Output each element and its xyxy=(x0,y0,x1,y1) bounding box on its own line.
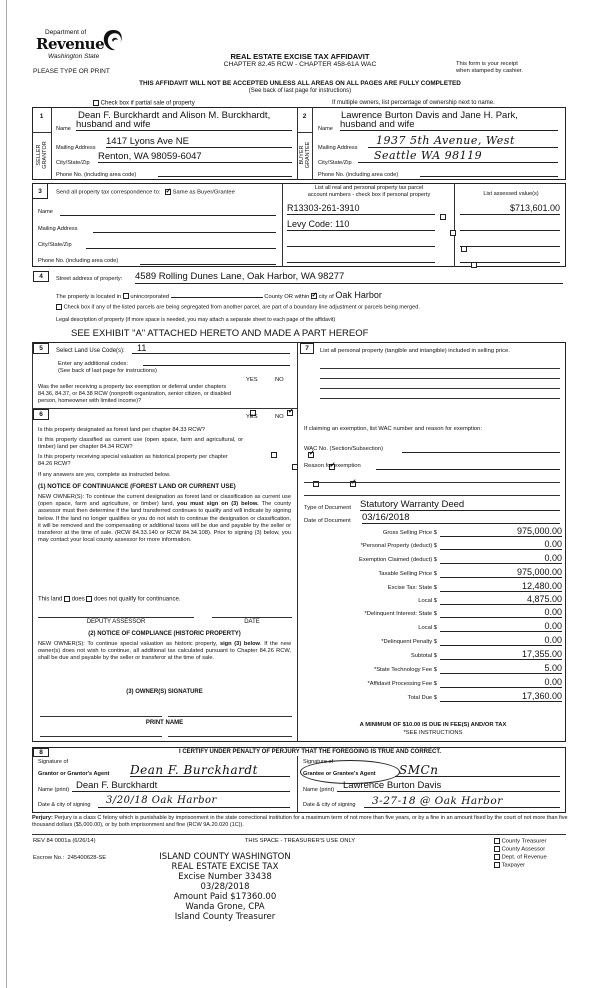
stamp-treasurer-name: Wanda Grone, CPA xyxy=(185,902,265,912)
seller-side-label-cell xyxy=(32,133,52,180)
corr-phone-label: Phone No. (including area code) xyxy=(38,258,119,264)
legal-description-field[interactable]: SEE EXHIBIT "A" ATTACHED HERETO AND MADE A PART HEREOF xyxy=(71,328,369,339)
personal-property-line[interactable] xyxy=(320,388,560,389)
form-title: REAL ESTATE EXCISE TAX AFFIDAVIT xyxy=(230,52,370,61)
seller-phone-label: Phone No. (including area code) xyxy=(56,172,137,178)
doc-type-field[interactable]: Statutory Warranty Deed xyxy=(360,499,560,511)
doc-date-label: Date of Document xyxy=(304,518,351,524)
section-6-divider xyxy=(32,408,297,409)
wac-field[interactable] xyxy=(402,446,560,453)
receipt-note-1: This form is your receipt xyxy=(456,61,518,67)
form-number: REV 84 0001a (6/26/14) xyxy=(33,838,96,844)
copy-county-treasurer: County Treasurer xyxy=(494,838,547,846)
owner-signature-line-1[interactable] xyxy=(40,716,162,717)
grantor-signature-field[interactable]: Dean F. Burckhardt xyxy=(130,763,290,777)
stamp-excise-number: Excise Number 33438 xyxy=(178,872,272,882)
buyer-phone-label: Phone No. (including area code) xyxy=(318,172,399,178)
completion-warning: THIS AFFIDAVIT WILL NOT BE ACCEPTED UNLESS ALL AREAS ON ALL PAGES ARE FULLY COMPLETED xyxy=(139,80,461,87)
grantee-signature-label-1: Signature of xyxy=(303,759,334,765)
grantee-name-field[interactable]: Lawrence Burton Davis xyxy=(337,780,560,792)
personal-property-line[interactable] xyxy=(320,378,560,379)
dor-logo xyxy=(35,28,135,68)
location-row xyxy=(56,290,382,300)
section-2-number-cell xyxy=(297,107,313,133)
grantee-signature-label-2: Grantee or Grantee's Agent xyxy=(303,771,376,777)
street-address-label: Street address of property: xyxy=(56,276,123,282)
exemption-no-checkbox[interactable] xyxy=(287,410,293,416)
buyer-city-label: City/State/Zip xyxy=(318,160,352,166)
exemption-reason-field[interactable] xyxy=(376,463,560,470)
grantor-signature-label-1: Signature of xyxy=(38,759,69,765)
unincorporated-label: unincorporated xyxy=(130,294,170,300)
buyer-city-field[interactable]: Seattle WA 98119 xyxy=(358,149,558,163)
if-yes-note: If any answers are yes, complete as instructed below. xyxy=(38,472,171,478)
personal-property-checkbox[interactable] xyxy=(450,230,456,236)
fee-row-gross-selling-price: Gross Selling Price $ 975,000.00 xyxy=(382,526,562,536)
fee-row-delinquent-interest-state: *Delinquent Interest: State $ 0.00 xyxy=(364,607,562,617)
city-of-label: city of xyxy=(318,294,334,300)
county-field[interactable] xyxy=(171,292,263,298)
buyer-side-label-cell xyxy=(297,133,313,180)
owner-signature-line-2[interactable] xyxy=(168,716,292,717)
section-1-number-cell xyxy=(32,107,52,133)
seller-address-field[interactable]: 1417 Lyons Ave NE xyxy=(106,136,292,148)
footer-divider xyxy=(32,834,566,835)
qualifies-checkbox[interactable] xyxy=(64,596,70,602)
grantee-date-city-field[interactable]: 3-27-18 @ Oak Harbor xyxy=(364,795,560,808)
section-7-number: 7 xyxy=(300,343,314,354)
assessor-date-line[interactable] xyxy=(212,617,292,618)
segregated-checkbox[interactable] xyxy=(56,304,62,310)
seller-name-line2[interactable]: husband and wife xyxy=(76,119,292,131)
seller-name-line1: Dean F. Burckhardt and Alison M. Burckhardt, xyxy=(78,110,271,121)
land-use-code-label: Select Land Use Code(s): xyxy=(56,348,125,354)
city-of-field[interactable]: Oak Harbor xyxy=(335,290,382,300)
doc-type-label: Type of Document xyxy=(304,505,352,511)
owner-signature-title: (3) OWNER(S) SIGNATURE xyxy=(126,689,203,695)
exemption-reason-label: Reason for exemption xyxy=(304,463,361,469)
copy-dept-revenue: Dept. of Revenue xyxy=(494,854,547,862)
assessed-value-field[interactable]: $713,601.00 xyxy=(460,203,560,215)
parcel-account-field[interactable] xyxy=(287,235,435,247)
receipt-note-2: when stamped by cashier. xyxy=(456,68,524,74)
assessed-header: List assessed value(s) xyxy=(483,191,539,197)
copy-taxpayer: Taxpayer xyxy=(494,862,547,870)
grantor-name-label: Name (print) xyxy=(38,787,70,793)
fee-row-subtotal: Subtotal $ 17,355.00 xyxy=(410,649,562,659)
logo-revenue-text: Revenue xyxy=(36,35,105,53)
stamp-amount-paid: Amount Paid $17360.00 xyxy=(173,892,277,902)
instructions-note: (See back of last page for instructions) xyxy=(248,88,352,94)
treasurer-use-label: THIS SPACE - TREASURER'S USE ONLY xyxy=(244,838,356,844)
escrow-number: 245400628-SE xyxy=(67,855,107,861)
corr-address-field[interactable] xyxy=(93,225,276,233)
grantee-date-label: Date & city of signing xyxy=(303,802,356,808)
grantor-name-field[interactable]: Dean F. Burckhardt xyxy=(72,780,290,792)
print-name-line-1[interactable] xyxy=(40,736,162,737)
additional-codes-note: (See back of last page for instructions) xyxy=(58,368,157,374)
treasurer-stamp xyxy=(140,852,310,922)
exemption-reason-line-2[interactable] xyxy=(304,482,560,483)
section-4-number: 4 xyxy=(33,271,49,282)
notice-compliance-text: NEW OWNER(S): To continue special valuation as historic property, sign (3) below. If the new owner(s) does not wish to continue, all additional tax calculated pursuant to Chapter 84.26 RCW, shall be due and payable by the seller or transferor at the time of sale. xyxy=(38,641,291,662)
deputy-assessor-signature-line[interactable] xyxy=(38,617,194,618)
copy-distribution-list xyxy=(494,838,547,870)
legal-description-label: Legal description of property (if more space is needed, you may attach a separate sheet to each page of the affidavit) xyxy=(56,317,336,323)
fee-row-excise-state: Excise Tax: State $ 12,480.00 xyxy=(387,581,562,591)
stamp-tax-type: REAL ESTATE EXCISE TAX xyxy=(171,862,279,872)
same-as-buyer-label: Same as Buyer/Grantee xyxy=(172,189,235,196)
personal-property-checkbox[interactable] xyxy=(440,214,446,220)
scan-edge xyxy=(6,0,7,988)
fee-row-state-technology-fee: *State Technology Fee $ 5.00 xyxy=(373,663,562,673)
section-6-number: 6 xyxy=(33,409,49,420)
corr-name-field[interactable] xyxy=(60,208,276,216)
notice-continuance-text: NEW OWNER(S): To continue the current designation as forest land or classification as current use (open space, farm and agriculture, or timber) land, you must sign on (3) below. The county assessor must then determine if the land transferred continues to qualify and will indicate by signing below. If the land no longer qualifies or you do not wish to continue the designation or classification, it will be removed and the compensating or additional taxes will be due and payable by the seller or transferor at the time of sale. (RCW 84.33.140 or RCW 84.34.108). Prior to signing (3) below, you may contact your local county assessor for more information. xyxy=(38,494,291,544)
parcel-account-field[interactable] xyxy=(287,251,435,263)
multiple-owners-note: If multiple owners, list percentage of ownership next to name. xyxy=(332,100,495,106)
segregated-row xyxy=(56,304,420,310)
section-3-number: 3 xyxy=(32,183,48,199)
section-1-number: 1 xyxy=(39,113,44,120)
grantor-signature-label-2: Grantor or Grantor's Agent xyxy=(38,771,110,777)
correspondence-divider xyxy=(282,183,283,267)
grantor-date-city-field[interactable]: 3/20/18 Oak Harbor xyxy=(98,795,290,808)
personal-property-line[interactable] xyxy=(320,398,560,399)
parcel-header: List all real and personal property tax parcel account numbers - check box if personal property xyxy=(307,185,431,198)
doc-date-field[interactable]: 03/16/2018 xyxy=(362,512,560,524)
fee-row-personal-property: *Personal Property (deduct) $ 0.00 xyxy=(360,539,562,549)
seller-phone-field[interactable] xyxy=(158,168,292,177)
corr-city-field[interactable] xyxy=(86,241,276,249)
no-header: NO xyxy=(275,414,284,420)
parcel-account-field[interactable]: R13303-261-3910 xyxy=(287,203,435,215)
corr-phone-field[interactable] xyxy=(140,257,276,265)
seller-city-label: City/State/Zip xyxy=(56,160,90,166)
current-use-question: Is this property classified as current use (open space, farm and agricultural, or timber) land per chapter 84.34 RCW? xyxy=(38,437,243,451)
stamp-date: 03/28/2018 xyxy=(200,882,250,892)
fee-row-taxable-selling-price: Taxable Selling Price $ 975,000.00 xyxy=(378,567,562,577)
exemption-claim-label: If claiming an exemption, list WAC number and reason for exemption: xyxy=(304,426,482,432)
personal-property-label: List all personal property (tangible and intangible) included in selling price. xyxy=(320,348,510,354)
fee-row-exemption-claimed: Exemption Claimed (deduct) $ 0.00 xyxy=(359,553,562,563)
escrow-row xyxy=(33,855,106,861)
assessed-value-field[interactable] xyxy=(460,235,560,247)
type-or-print-note: PLEASE TYPE OR PRINT xyxy=(33,68,110,75)
buyer-name-label: Name xyxy=(318,126,333,132)
city-checkbox[interactable] xyxy=(311,293,317,299)
form-subtitle: CHAPTER 82.45 RCW - CHAPTER 458-61A WAC xyxy=(223,61,377,68)
section-2-number: 2 xyxy=(302,113,307,120)
stamp-treasurer-title: Island County Treasurer xyxy=(174,912,276,922)
no-header: NO xyxy=(275,377,284,383)
assessor-date-label: DATE xyxy=(244,619,260,625)
seller-address-label: Mailing Address xyxy=(56,145,96,151)
exemption-question: Was the seller receiving a property tax exemption or deferral under chapters 84.36, 84.37, or 84.38 RCW (nonprofit organization, senior citizen, or disabled person, homeowner with limited income)? xyxy=(38,384,232,404)
segregated-label: Check box if any of the listed parcels are being segregated from another parcel, are part of a boundary line adjustment or parcels being merged. xyxy=(63,304,420,311)
minimum-due-note: A MINIMUM OF $10.00 IS DUE IN FEE(S) AND/OR TAX xyxy=(359,722,507,728)
yes-header: YES xyxy=(246,414,258,420)
send-correspondence-row xyxy=(56,189,235,196)
grantee-name-label: Name (print) xyxy=(303,787,335,793)
same-as-buyer-checkbox[interactable] xyxy=(165,189,171,195)
current-use-yes-checkbox[interactable] xyxy=(292,464,298,470)
stamp-county: ISLAND COUNTY WASHINGTON xyxy=(159,852,291,862)
fee-row-excise-local: Local $ 4,875.00 xyxy=(418,594,562,604)
print-name-label: PRINT NAME xyxy=(145,720,184,726)
buyer-name-line2[interactable]: husband and wife xyxy=(340,119,558,131)
buyer-address-field[interactable]: 1937 5th Avenue, West xyxy=(368,134,558,148)
logo-state-text: Washington State xyxy=(48,53,100,60)
perjury-certification: I CERTIFY UNDER PENALTY OF PERJURY THAT THE FOREGOING IS TRUE AND CORRECT. xyxy=(178,749,442,755)
corr-name-label: Name xyxy=(38,209,53,215)
exemption-reason-line-3[interactable] xyxy=(304,495,560,496)
fee-row-delinquent-penalty: *Delinquent Penalty $ 0.00 xyxy=(381,635,562,645)
dor-swirl-icon xyxy=(101,28,125,52)
additional-codes-label: Enter any additional codes: xyxy=(58,361,128,367)
buyer-side-label: BUYER GRANTEE xyxy=(299,141,311,169)
unincorporated-checkbox[interactable] xyxy=(123,293,129,299)
print-name-line-2[interactable] xyxy=(168,736,292,737)
county-or-within-label: County OR within xyxy=(264,294,310,300)
section-8-number: 8 xyxy=(33,748,49,757)
partial-sale-checkbox[interactable] xyxy=(93,100,99,106)
grantor-date-label: Date & city of signing xyxy=(38,802,91,808)
notice-continuance-title: (1) NOTICE OF CONTINUANCE (FOREST LAND OR CURRENT USE) xyxy=(38,483,236,490)
buyer-address-label: Mailing Address xyxy=(318,145,358,151)
located-label: The property is located in xyxy=(56,294,122,300)
seller-side-label: SELLER GRANTOR xyxy=(36,141,48,169)
logo-department-text: Department of xyxy=(45,29,87,36)
partial-sale-label: Check box if partial sale of property xyxy=(100,100,195,107)
escrow-label: Escrow No.: xyxy=(33,855,65,861)
wac-label: WAC No. (Section/Subsection) xyxy=(304,446,384,452)
land-use-code-field[interactable]: 11 xyxy=(132,343,290,354)
seller-city-field[interactable]: Renton, WA 98059-6047 xyxy=(98,151,292,163)
deputy-assessor-label: DEPUTY ASSESSOR xyxy=(86,619,146,625)
send-correspondence-label: Send all property tax correspondence to: xyxy=(56,189,161,196)
certification-divider xyxy=(297,756,298,813)
does-not-qualify-checkbox[interactable] xyxy=(86,596,92,602)
personal-property-line[interactable] xyxy=(320,368,560,369)
parcel-account-field[interactable]: Levy Code: 110 xyxy=(287,219,435,231)
continuance-qualify-row: This land does does not qualify for continuance. xyxy=(38,596,181,603)
partial-sale-checkbox-row xyxy=(93,100,195,107)
property-street-field[interactable]: 4589 Rolling Dunes Lane, Oak Harbor, WA 98277 xyxy=(135,271,563,284)
forest-land-question: Is this property designated as forest land per chapter 84.33 RCW? xyxy=(38,427,205,433)
historical-question: Is this property receiving special valuation as historical property per chapter 84.26 RCW? xyxy=(38,454,228,468)
section-5-number: 5 xyxy=(33,343,49,354)
grantee-signature-field[interactable]: SMCn xyxy=(395,763,560,777)
copy-county-assessor: County Assessor xyxy=(494,846,547,854)
perjury-warning: Perjury: Perjury is a class C felony which is punishable by imprisonment in the state correctional institution for a maximum term of not more than five years, or by a fine in an amount fixed by the court of not more than five thousand dollars ($5,000.00), or by both imprisonment and fine (RCW 9A.20.020 (1C)). xyxy=(32,815,568,828)
seller-name-label: Name xyxy=(56,126,71,132)
fee-row-affidavit-processing-fee: *Affidavit Processing Fee $ 0.00 xyxy=(367,677,562,687)
additional-codes-field[interactable] xyxy=(143,359,290,366)
notice-compliance-title: (2) NOTICE OF COMPLIANCE (HISTORIC PROPERTY) xyxy=(88,631,241,637)
see-instructions-note: *SEE INSTRUCTIONS xyxy=(403,730,463,736)
assessed-value-field[interactable] xyxy=(460,219,560,231)
fee-row-total-due: Total Due $ 17,360.00 xyxy=(407,691,562,701)
corr-city-label: City/State/Zip xyxy=(38,242,72,248)
yes-header: YES xyxy=(246,377,258,383)
forest-no-checkbox[interactable] xyxy=(308,452,314,458)
fee-row-delinquent-interest-local: Local $ 0.00 xyxy=(418,621,562,631)
assessed-value-field[interactable] xyxy=(460,251,560,263)
buyer-name-line1: Lawrence Burton Davis and Jane H. Park, xyxy=(341,110,518,121)
assessed-divider xyxy=(454,183,455,267)
corr-address-label: Mailing Address xyxy=(38,226,78,232)
buyer-phone-field[interactable] xyxy=(420,168,558,177)
forest-yes-checkbox[interactable] xyxy=(271,452,277,458)
sections-5-7-divider xyxy=(297,342,298,742)
